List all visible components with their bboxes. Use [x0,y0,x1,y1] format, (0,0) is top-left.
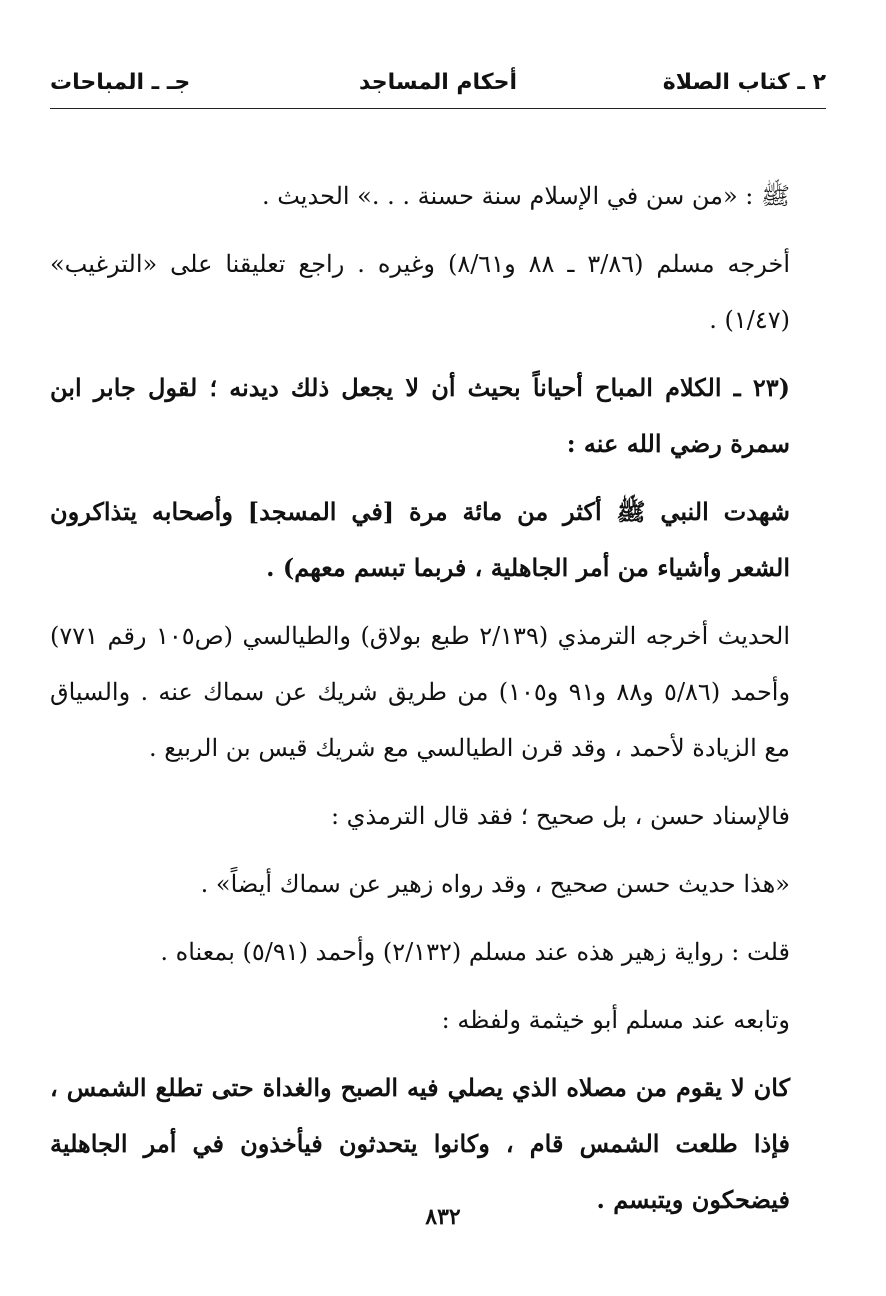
header-section-title: جـ ـ المباحات [50,70,191,95]
header-chapter-title: أحكام المساجد [359,70,517,95]
paragraph-takhrij: الحديث أخرجه الترمذي (٢/١٣٩ طبع بولاق) والطيالسي (ص١٠٥ رقم ٧٧١) وأحمد (٥/٨٦ و٨٨ و٩١ و١٠٥) من طريق شريك عن سماك عنه . والسياق مع الزيادة لأحمد ، وقد قرن الطيالسي مع شريك قيس بن الربيع . [50,622,791,762]
paragraph-muslim-text: كان لا يقوم من مصلاه الذي يصلي فيه الصبح والغداة حتى تطلع الشمس ، فإذا طلعت الشمس قام ، وكانوا يتحدثون فيأخذون في أمر الجاهلية فيضحكون ويتبسم . [50,1073,790,1214]
body-text [50,168,826,1240]
paragraph-hadith-reference: ﷺ : «من سن في الإسلام سنة حسنة . . .» الحديث . [261,182,790,210]
header-book-title: ٢ ـ كتاب الصلاة [662,70,826,95]
paragraph-rule-23: (٢٣ ـ الكلام المباح أحياناً بحيث أن لا يجعل ذلك ديدنه ؛ لقول جابر ابن سمرة رضي الله عنه : [50,373,790,458]
running-header [50,70,826,106]
header-rule [50,108,826,109]
paragraph-abu-khaythama: وتابعه عند مسلم أبو خيثمة ولفظه : [441,1006,790,1034]
paragraph-zuhair-note: قلت : رواية زهير هذه عند مسلم (٢/١٣٢) وأحمد (٥/٩١) بمعناه . [160,938,790,966]
page-number: ٨٣٢ [425,1204,461,1230]
paragraph-isnad: فالإسناد حسن ، بل صحيح ؛ فقد قال الترمذي : [330,802,790,830]
paragraph-tirmidhi-quote: «هذا حديث حسن صحيح ، وقد رواه زهير عن سماك أيضاً» . [200,870,790,898]
paragraph-jabir-hadith: شهدت النبي ﷺ أكثر من مائة مرة [في المسجد] وأصحابه يتذاكرون الشعر وأشياء من أمر الجاهلية ، فربما تبسم معهم) . [50,497,790,582]
paragraph-muslim-source: أخرجه مسلم (٣/٨٦ ـ ٨٨ و٨/٦١) وغيره . راجع تعليقنا على «الترغيب» (١/٤٧) . [50,250,790,334]
